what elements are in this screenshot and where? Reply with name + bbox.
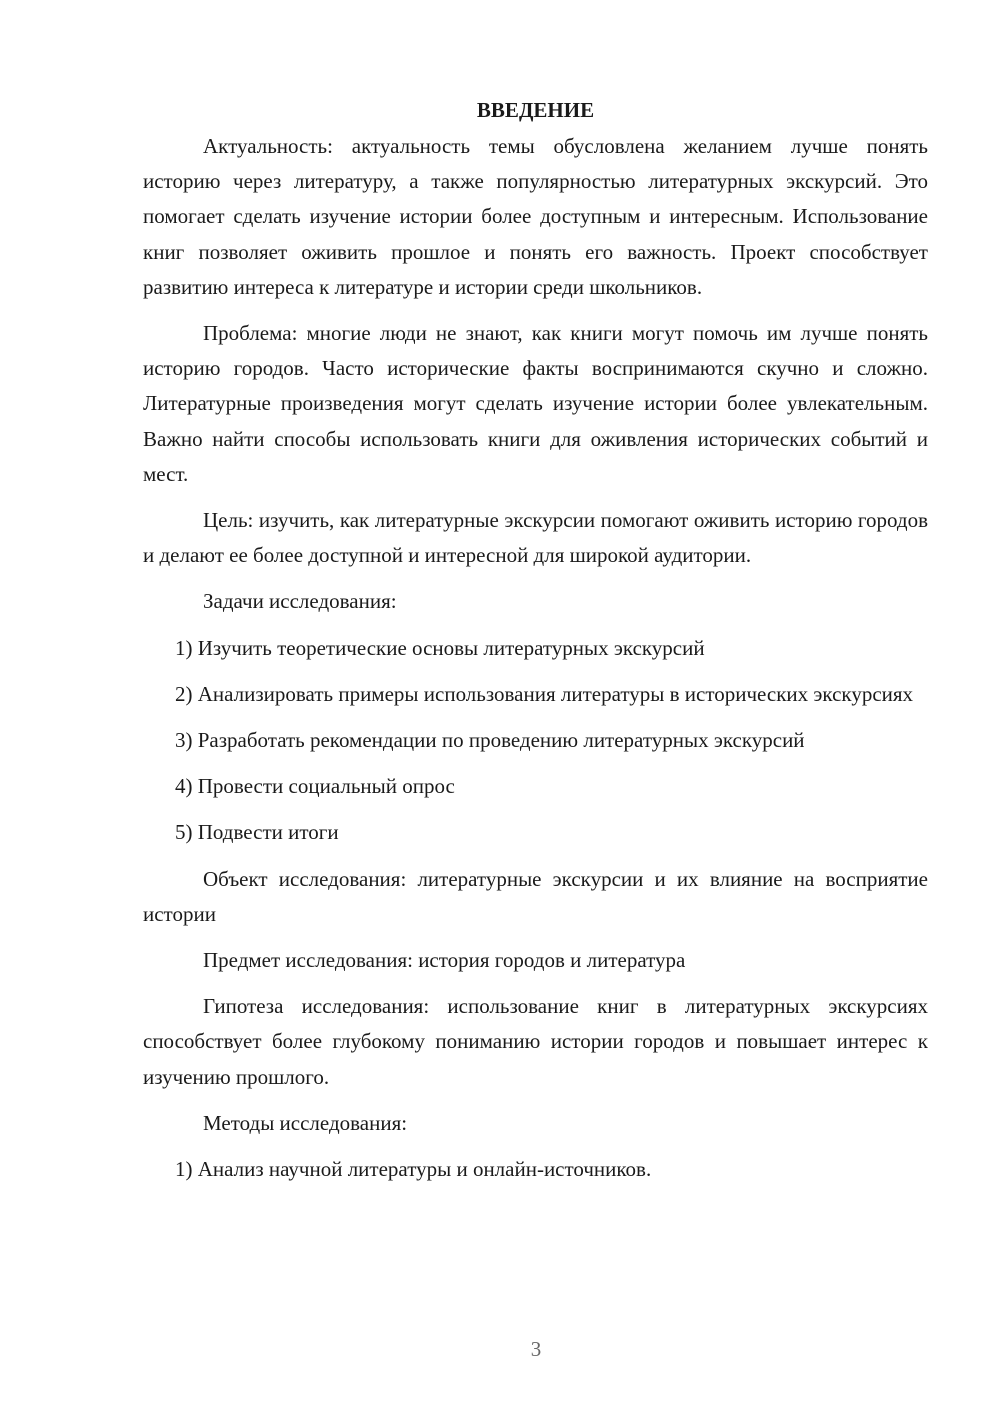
section-heading: ВВЕДЕНИЕ	[476, 98, 595, 122]
object-paragraph: Объект исследования: литературные экскурсии и их влияние на восприятие истории	[143, 866, 928, 926]
page-number: 3	[530, 1337, 542, 1361]
tasks-title: Задачи исследования:	[203, 589, 397, 614]
relevance-paragraph: Актуальность: актуальность темы обусловлена желанием лучше понять историю через литературу, а также популярностью литературных экскурсий. Это помогает сделать изучение истории более доступным и интересным. Использование книг позволяет оживить прошлое и понять его важность. Проект способствует развитию интереса к литературе и истории среди школьников.	[143, 134, 928, 299]
subject-paragraph: Предмет исследования: история городов и литература	[203, 948, 686, 973]
problem-paragraph: Проблема: многие люди не знают, как книги могут помочь им лучше понять историю городов. Часто исторические факты воспринимаются скучно и сложно. Литературные произведения могут сделать изучение истории более увлекательным. Важно найти способы использовать книги для оживления исторических событий и мест.	[143, 321, 928, 486]
task-item-5: 5) Подвести итоги	[175, 820, 339, 845]
methods-title: Методы исследования:	[203, 1110, 408, 1135]
task-item-2: 2) Анализировать примеры использования литературы в исторических экскурсиях	[175, 681, 914, 706]
goal-paragraph: Цель: изучить, как литературные экскурсии помогают оживить историю городов и делают ее более доступной и интересной для широкой аудитории.	[143, 508, 928, 568]
task-item-3: 3) Разработать рекомендации по проведению литературных экскурсий	[175, 728, 805, 753]
task-item-1: 1) Изучить теоретические основы литературных экскурсий	[175, 635, 705, 660]
method-item-1: 1) Анализ научной литературы и онлайн-источников.	[175, 1157, 652, 1182]
hypothesis-paragraph: Гипотеза исследования: использование книг в литературных экскурсиях способствует более глубокому пониманию истории городов и повышает интерес к изучению прошлого.	[143, 994, 928, 1089]
task-item-4: 4) Провести социальный опрос	[175, 774, 455, 799]
document-page	[143, 95, 928, 1198]
